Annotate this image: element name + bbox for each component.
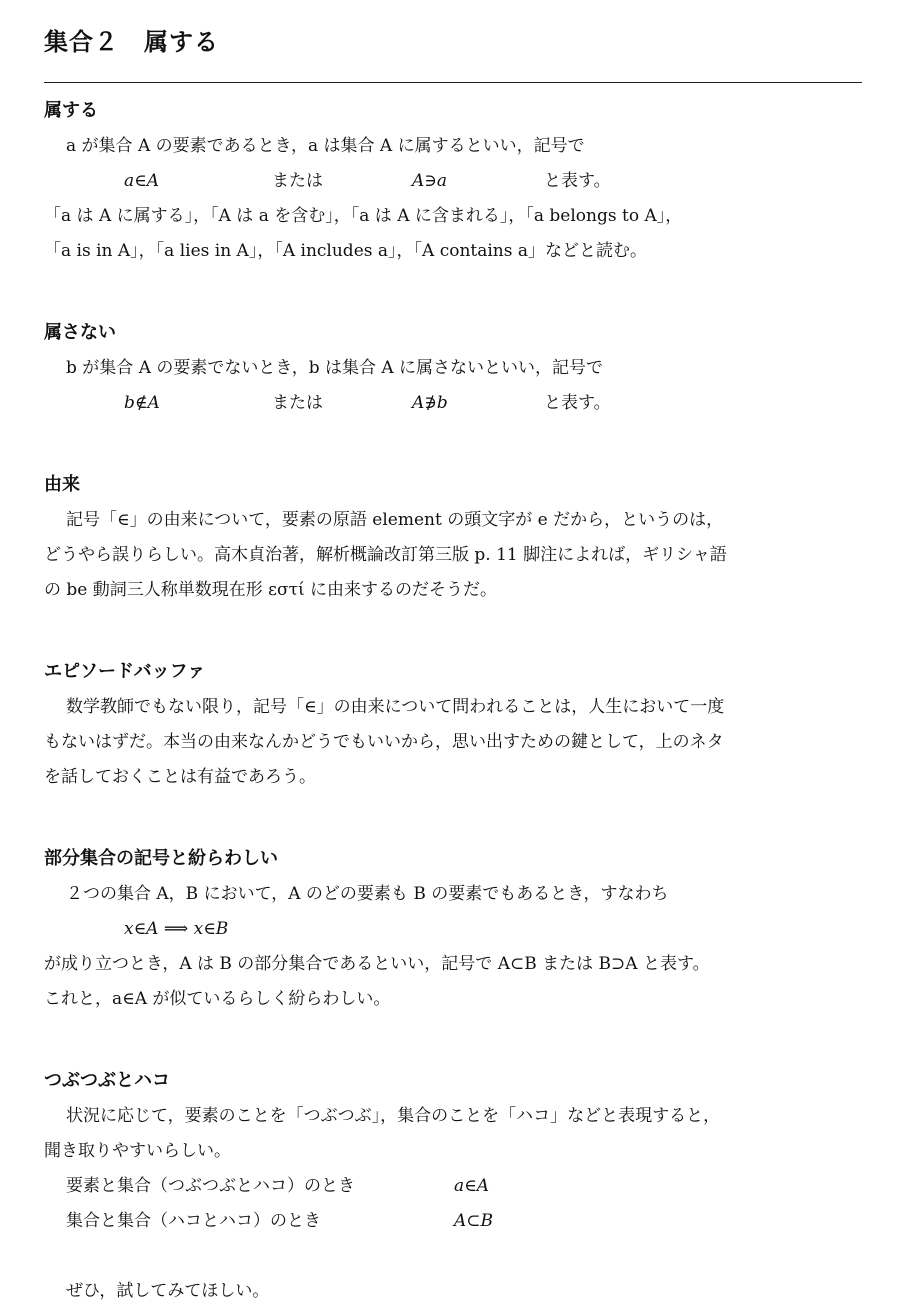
closing-line: ぜひ，試してみてほしい。 [66,1281,270,1301]
paragraph-line: ２つの集合 A，B において，A のどの要素も B の要素でもあるとき，すなわち [66,884,669,904]
section-origin [44,467,862,608]
paragraph-line: これと，a∈A が似ているらしく紛らわしい。 [44,989,391,1009]
formula-not-contains: A∌b [412,393,448,413]
formula-end-text: と表す。 [544,393,611,413]
paragraph-line: 「a is in A」，「a lies in A」，「A includes a」，「A contains a」などと読む。 [44,241,648,261]
paragraph-line: が成り立つとき，A は B の部分集合であるといい，記号で A⊂B または B⊃A と表す。 [44,954,710,974]
section-heading: つぶつぶとハコ [44,1070,170,1091]
formula-end-text: と表す。 [544,171,611,191]
paragraph-line: 数学教師でもない限り，記号「∈」の由来について問われることは，人生において一度 [66,697,725,717]
page-title: 集合２ 属する [44,28,219,56]
formula-or-text: または [272,171,323,191]
example-row [44,1204,862,1239]
formula-contains: A∋a [412,171,447,191]
paragraph-line: どうやら誤りらしい。高木貞治著，解析概論改訂第三版 p. 11 脚注によれば，ギリシャ語 [44,545,727,565]
paragraph-line: 記号「∈」の由来について，要素の原語 element の頭文字が e だから，というのは， [66,510,724,530]
example-label: 要素と集合（つぶつぶとハコ）のとき [66,1176,355,1196]
formula-not-element-of: b∉A [124,393,160,413]
formula-element-of: a∈A [124,171,159,191]
paragraph-line: もないはずだ。本当の由来なんかどうでもいいから，思い出すための鍵として，上のネタ [44,732,724,752]
paragraph-line: 状況に応じて，要素のことを「つぶつぶ」，集合のことを「ハコ」などと表現すると， [66,1106,721,1126]
document-page [44,22,862,1309]
paragraph-line: a が集合 A の要素であるとき，a は集合 A に属するといい，記号で [66,136,585,156]
spacer [44,1017,862,1053]
example-label: 集合と集合（ハコとハコ）のとき [66,1211,321,1231]
section-belongs [44,93,862,269]
paragraph-line: 聞き取りやすいらしい。 [44,1141,231,1161]
spacer [44,421,862,457]
paragraph-line: 「a は A に属する」，「A は a を含む」，「a は A に含まれる」，「a belongs to A」， [44,206,683,226]
formula-or-text: または [272,393,323,413]
paragraph-line: の be 動詞三人称単数現在形 εστί に由来するのだそうだ。 [44,580,498,600]
formula-line [44,164,862,199]
paragraph-line: b が集合 A の要素でないとき，b は集合 A に属さないといい，記号で [66,358,604,378]
section-heading: エピソードバッファ [44,661,206,682]
section-heading: 属する [44,100,98,121]
section-episode-buffer [44,654,862,795]
formula-implication: x∈A ⟹ x∈B [124,919,229,939]
spacer [44,608,862,644]
section-not-belongs [44,315,862,421]
formula-line [44,386,862,421]
example-math: a∈A [454,1176,489,1196]
example-row [44,1169,862,1204]
section-heading: 部分集合の記号と紛らわしい [44,848,278,869]
section-tsubu-hako [44,1063,862,1309]
spacer [44,795,862,831]
title-divider [44,82,862,83]
example-math: A⊂B [454,1211,494,1231]
spacer [44,269,862,305]
section-heading: 属さない [44,322,116,343]
spacer [44,1239,862,1274]
section-heading: 由来 [44,474,80,495]
section-subset-confusion [44,841,862,1017]
paragraph-line: を話しておくことは有益であろう。 [44,767,316,787]
